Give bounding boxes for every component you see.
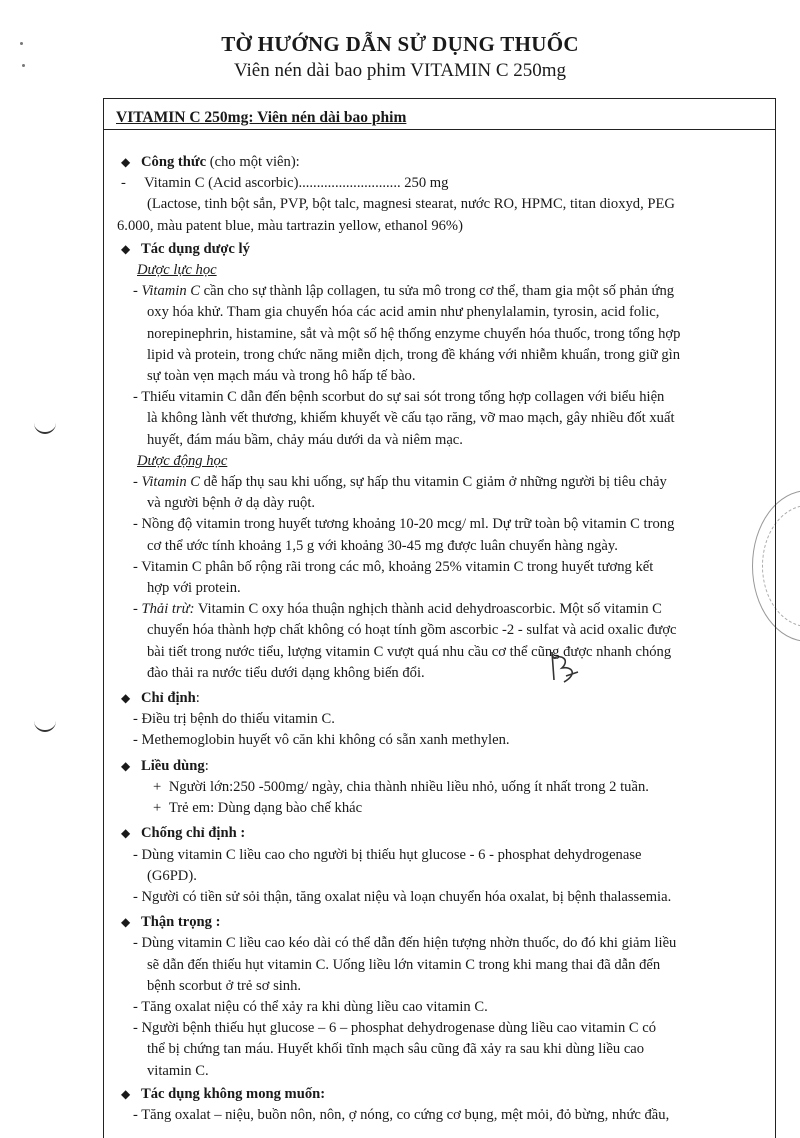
list-item: - Dùng vitamin C liều cao cho người bị thiếu hụt glucose - 6 - phosphat dehydrogenase [133,846,642,863]
paragraph-line: là không lành vết thương, khiếm khuyết về cấu tạo răng, vỡ mao mạch, gây nhiều đốt xuất [147,410,675,427]
list-item: + Người lớn:250 -500mg/ ngày, chia thành nhiều liều nhỏ, uống ít nhất trong 2 tuần. [117,777,762,798]
list-item: - Người có tiền sử sỏi thận, tăng oxalat niệu và loạn chuyển hóa oxalat, bị bệnh thalassemia. [133,888,672,905]
paragraph-line: - Vitamin C cần cho sự thành lập collagen, tu sửa mô trong cơ thể, tham gia một số phản ứng [133,283,675,300]
paragraph-line: huyết, đám máu bầm, chảy máu dưới da và niêm mạc. [147,431,463,448]
list-item: - Tăng oxalat niệu có thể xảy ra khi dùng liều cao vitamin C. [133,998,488,1015]
section-heading-tac-dung: ◆ Tác dụng dược lý [117,239,762,260]
section-heading-than-trong: ◆ Thận trọng : [117,912,762,933]
paragraph-line: - Nồng độ vitamin trong huyết tương khoảng 10-20 mcg/ ml. Dự trữ toàn bộ vitamin C trong [133,516,675,533]
list-item: thể bị chứng tan máu. Huyết khối tĩnh mạch sâu cũng đã xảy ra sau khi dùng liều cao [147,1041,645,1058]
section-heading-khong-mong-muon: ◆ Tác dụng không mong muốn: [117,1084,762,1105]
list-item: sẽ dẫn đến thiếu hụt vitamin C. Uống liều lớn vitamin C trong khi mang thai đã dẫn đến [147,956,661,973]
list-item: (G6PD). [147,867,197,884]
list-item: - Dùng vitamin C liều cao kéo dài có thể dẫn đến hiện tượng nhờn thuốc, do đó khi giảm liều [133,935,677,952]
paragraph-line: norepinephrin, histamine, sắt và một số hệ thống enzyme chuyển hóa thuốc, trong tổng hợp [147,325,681,342]
box-title: VITAMIN C 250mg: Viên nén dài bao phim [116,109,407,126]
diamond-bullet-icon: ◆ [121,758,131,773]
page-title: TỜ HƯỚNG DẪN SỬ DỤNG THUỐC [221,32,579,56]
paragraph-line: - Thải trừ: Vitamin C oxy hóa thuận nghịch thành acid dehydroascorbic. Một số vitamin C [133,601,662,618]
section-heading-chi-dinh: ◆ Chỉ định: [117,688,762,709]
subheading-duoc-dong-hoc: Dược động học [137,452,228,469]
list-item: - Tăng oxalat – niệu, buồn nôn, nôn, ợ nóng, co cứng cơ bụng, mệt mỏi, đỏ bừng, nhức đầu, [133,1106,670,1123]
list-item: - Người bệnh thiếu hụt glucose – 6 – phosphat dehydrogenase dùng liều cao vitamin C có [133,1020,657,1037]
list-item: - Điều trị bệnh do thiếu vitamin C. [133,711,335,728]
diamond-bullet-icon: ◆ [121,1086,131,1101]
excipients-line: (Lactose, tinh bột sắn, PVP, bột talc, magnesi stearat, nước RO, HPMC, titan dioxyd, PEG [147,196,675,213]
paragraph-line: chuyển hóa thành hợp chất không có hoạt tính gồm ascorbic -2 - sulfat và acid oxalic được [147,622,677,639]
paragraph-line: sự toàn vẹn mạch máu và trong hô hấp tế bào. [147,368,416,385]
paragraph-line: đào thải ra nước tiểu dưới dạng không biến đổi. [147,664,425,681]
paragraph-line: hợp với protein. [147,580,241,597]
list-item: bệnh scorbut ở trẻ sơ sinh. [147,977,302,994]
list-item: - Methemoglobin huyết vô căn khi không có sẵn xanh methylen. [133,732,510,749]
paragraph-line: oxy hóa khử. Tham gia chuyển hóa các acid amin như phenylalamin, tyrosin, acid folic, [147,304,660,321]
section-heading-chong-chi-dinh: ◆ Chống chỉ định : [117,823,762,844]
document-body [117,150,762,1126]
section-heading-cong-thuc: ◆ Công thức (cho một viên): [117,152,762,173]
paragraph-line: bài tiết trong nước tiểu, lượng vitamin C vượt quá nhu cầu cơ thể cũng được nhanh chóng [147,643,672,660]
diamond-bullet-icon: ◆ [121,915,131,930]
diamond-bullet-icon: ◆ [121,155,131,169]
punch-hole-mark [34,420,56,434]
paragraph-line: - Vitamin C dễ hấp thụ sau khi uống, sự hấp thu vitamin C giảm ở những người bị tiêu chảy [133,474,667,491]
box-divider [104,129,775,130]
diamond-bullet-icon: ◆ [121,241,131,256]
list-item: vitamin C. [147,1062,209,1079]
excipients-line: 6.000, màu patent blue, màu tartrazin yellow, ethanol 96%) [117,217,463,234]
subheading-duoc-luc-hoc: Dược lực học [137,262,217,279]
ingredient-line: - Vitamin C (Acid ascorbic)............................ 250 mg [121,175,449,192]
paragraph-line: - Thiếu vitamin C dẫn đến bệnh scorbut do sự sai sót trong tổng hợp collagen với biểu hiện [133,389,665,406]
paragraph-line: và người bệnh ở dạ dày ruột. [147,495,316,512]
paragraph-line: cơ thể ước tính khoảng 1,5 g với khoảng 30-45 mg được luân chuyển hàng ngày. [147,537,618,554]
section-heading-lieu-dung: ◆ Liều dùng: [117,756,762,777]
paragraph-line: lipid và protein, trong chức năng miễn dịch, trong đề kháng với nhiễm khuẩn, trong giữ gìn [147,346,680,363]
page-subtitle: Viên nén dài bao phim VITAMIN C 250mg [233,60,567,81]
punch-hole-mark [34,718,56,732]
diamond-bullet-icon: ◆ [121,826,131,841]
paragraph-line: - Vitamin C phân bố rộng rãi trong các mô, khoảng 25% vitamin C trong huyết tương kết [133,558,654,575]
list-item: + Trẻ em: Dùng dạng bào chế khác [117,798,762,819]
diamond-bullet-icon: ◆ [121,691,131,706]
